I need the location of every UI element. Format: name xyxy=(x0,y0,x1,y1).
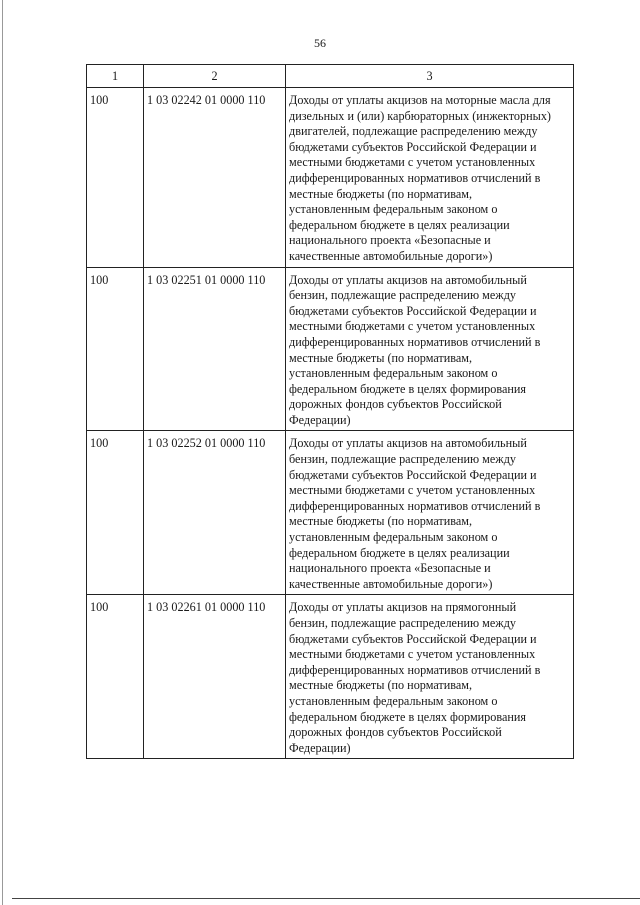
description-line: местные бюджеты (по нормативам, xyxy=(289,678,473,693)
admin-code-cell: 100 xyxy=(87,267,144,431)
description-line: установленным федеральным законом о xyxy=(289,366,498,381)
description-line: бензин, подлежащие распределению между xyxy=(289,288,516,303)
description-line: местные бюджеты (по нормативам, xyxy=(289,514,473,529)
description-line: бюджетами субъектов Российской Федерации и xyxy=(289,467,537,482)
scan-edge-line xyxy=(2,0,3,905)
description-line: дифференцированных нормативов отчислений в xyxy=(289,498,541,513)
budget-codes-table xyxy=(86,64,574,759)
description-line: местными бюджетами с учетом установленных xyxy=(289,155,536,170)
description-line: качественные автомобильные дороги») xyxy=(289,576,493,591)
income-description-cell xyxy=(286,88,574,268)
description-line: Доходы от уплаты акцизов на прямогонный xyxy=(289,600,517,615)
description-line: Доходы от уплаты акцизов на моторные масла для xyxy=(289,93,551,107)
description-line: дорожных фондов субъектов Российской xyxy=(289,725,502,740)
description-line: национального проекта «Безопасные и xyxy=(289,561,491,576)
description-line: бензин, подлежащие распределению между xyxy=(289,616,516,630)
description-line: местные бюджеты (по нормативам, xyxy=(289,186,473,201)
page-number: 56 xyxy=(314,36,326,50)
description-line: двигателей, подлежащие распределению между xyxy=(289,124,538,139)
table-header-row xyxy=(87,65,574,88)
description-line: бюджетами субъектов Российской Федерации и xyxy=(289,303,537,318)
description-line: Доходы от уплаты акцизов на автомобильный xyxy=(289,436,527,451)
description-line: бюджетами субъектов Российской Федерации и xyxy=(289,631,537,646)
budget-classification-code-cell: 1 03 02261 01 0000 110 xyxy=(144,595,286,759)
description-line: федеральном бюджете в целях формирования xyxy=(289,381,527,396)
description-line: местные бюджеты (по нормативам, xyxy=(289,350,473,365)
budget-classification-code-cell: 1 03 02242 01 0000 110 xyxy=(144,88,286,268)
description-line: бюджетами субъектов Российской Федерации и xyxy=(289,139,537,154)
admin-code-cell: 100 xyxy=(87,88,144,268)
income-description-cell xyxy=(286,267,574,431)
budget-classification-code-cell: 1 03 02252 01 0000 110 xyxy=(144,431,286,595)
description-line: установленным федеральным законом о xyxy=(289,530,498,545)
admin-code-cell: 100 xyxy=(87,431,144,595)
description-line: бензин, подлежащие распределению между xyxy=(289,452,516,467)
description-line: Федерации) xyxy=(289,740,351,755)
table-row xyxy=(87,431,574,595)
description-line: национального проекта «Безопасные и xyxy=(289,233,491,248)
table-row xyxy=(87,267,574,431)
description-line: установленным федеральным законом о xyxy=(289,202,498,217)
income-description-cell xyxy=(286,431,574,595)
table-row xyxy=(87,88,574,268)
budget-classification-code-cell: 1 03 02251 01 0000 110 xyxy=(144,267,286,431)
column-header-2: 2 xyxy=(144,65,286,88)
admin-code-cell: 100 xyxy=(87,595,144,759)
description-line: Доходы от уплаты акцизов на автомобильный xyxy=(289,272,527,287)
description-line: дифференцированных нормативов отчислений в xyxy=(289,334,541,349)
description-line: дифференцированных нормативов отчислений в xyxy=(289,662,541,677)
description-line: федеральном бюджете в целях реализации xyxy=(289,217,510,232)
description-line: местными бюджетами с учетом установленных xyxy=(289,319,536,334)
description-line: дизельных и (или) карбюраторных (инжекторных) xyxy=(289,108,551,123)
scan-bottom-line xyxy=(12,898,640,899)
column-header-1: 1 xyxy=(87,65,144,88)
description-line: федеральном бюджете в целях формирования xyxy=(289,709,527,724)
description-line: качественные автомобильные дороги») xyxy=(289,248,493,263)
description-line: Федерации) xyxy=(289,412,351,427)
description-line: местными бюджетами с учетом установленных xyxy=(289,483,536,498)
description-line: дорожных фондов субъектов Российской xyxy=(289,397,502,412)
table-body xyxy=(87,88,574,759)
description-line: установленным федеральным законом о xyxy=(289,693,498,708)
column-header-3: 3 xyxy=(286,65,574,88)
description-line: федеральном бюджете в целях реализации xyxy=(289,545,510,560)
table-row xyxy=(87,595,574,759)
description-line: местными бюджетами с учетом установленных xyxy=(289,647,536,662)
description-line: дифференцированных нормативов отчислений в xyxy=(289,170,541,185)
income-description-cell xyxy=(286,595,574,759)
